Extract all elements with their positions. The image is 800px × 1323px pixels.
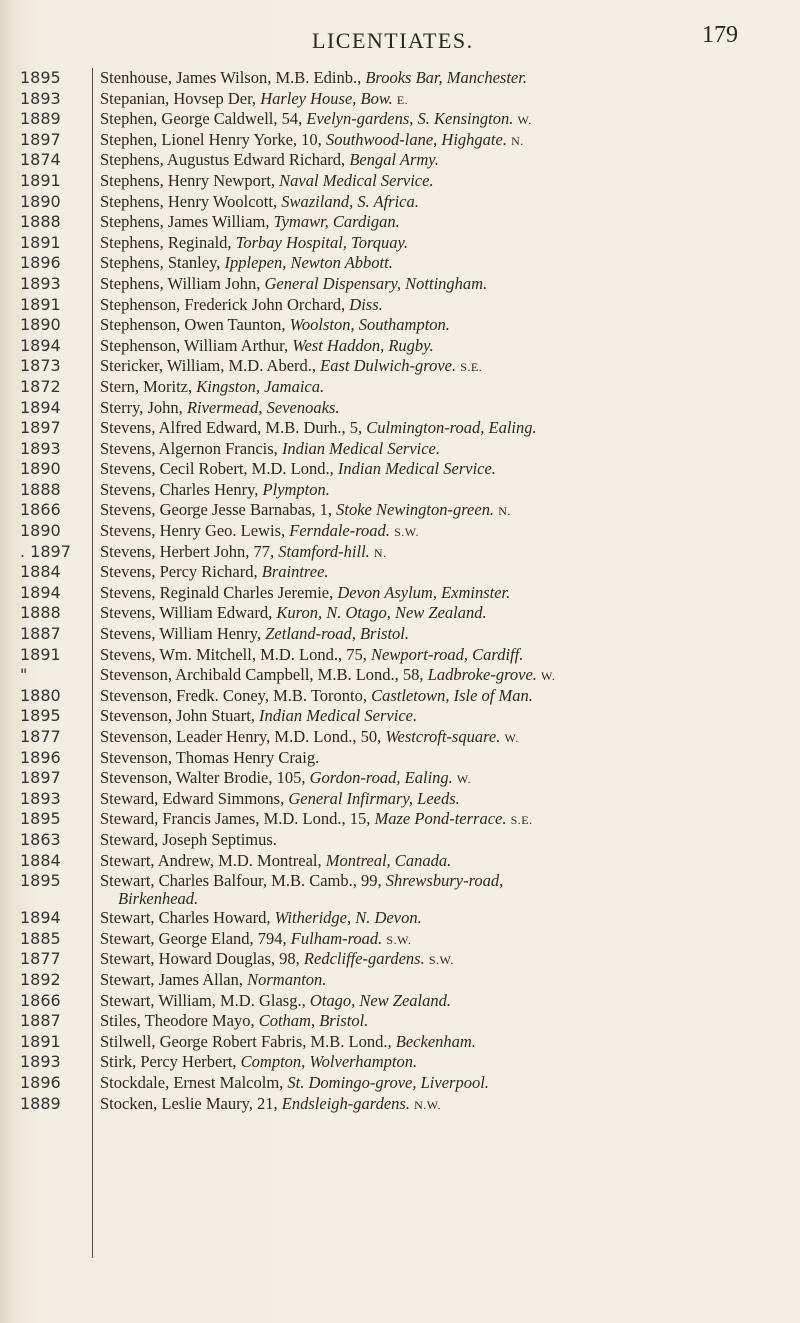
entry-name: Stephenson, Frederick John Orchard, — [100, 294, 350, 314]
entry-year: . 1897 — [20, 541, 71, 561]
list-item — [0, 603, 800, 624]
entry-name: Stern, Moritz, — [100, 376, 197, 396]
entry-address: Ipplepen, Newton Abbott. — [224, 253, 393, 273]
entry-year: 1893 — [20, 1052, 61, 1072]
entry-text — [100, 562, 790, 583]
entry-address: Torbay Hospital, Torquay. — [235, 232, 409, 252]
entry-text — [100, 171, 790, 192]
entry-text — [100, 706, 790, 727]
entry-text — [100, 1073, 790, 1094]
list-item — [0, 1011, 800, 1032]
list-item — [0, 1094, 800, 1115]
entry-address-continuation: Birkenhead. — [118, 889, 199, 909]
list-item — [0, 1052, 800, 1073]
entry-postal-district: S.W. — [428, 953, 454, 968]
entry-year: 1890 — [20, 315, 61, 335]
entry-year: 1895 — [20, 871, 61, 891]
list-item — [0, 459, 800, 480]
entry-text — [100, 830, 790, 851]
entry-address: Kingston, Jamaica. — [196, 376, 325, 396]
entry-address: Southwood-lane, Highgate. — [325, 129, 507, 149]
entry-address: Ladbroke-grove. — [427, 665, 537, 685]
entry-address: General Dispensary, Nottingham. — [264, 273, 488, 293]
entry-name: Stevenson, Fredk. Coney, M.B. Toronto, — [100, 685, 372, 705]
entry-postal-district: N.W. — [414, 1097, 441, 1112]
entry-address: Brooks Bar, Manchester. — [365, 68, 527, 87]
entry-name: Stevens, Algernon Francis, — [100, 438, 282, 458]
entry-postal-district: W. — [456, 772, 472, 787]
entry-address: Maze Pond-terrace. — [374, 809, 507, 829]
entry-name: Stephens, Henry Woolcott, — [100, 191, 282, 211]
entry-year: 1873 — [20, 356, 61, 376]
entry-year: 1896 — [20, 1072, 61, 1092]
entry-year: 1885 — [20, 928, 61, 948]
entry-year: 1894 — [20, 582, 61, 602]
entry-name: Stevenson, Walter Brodie, 105, — [100, 768, 310, 788]
entry-text — [100, 68, 790, 89]
entry-year: 1872 — [20, 376, 61, 396]
list-item — [0, 150, 800, 171]
list-item — [0, 851, 800, 872]
entry-year: 1889 — [20, 109, 61, 129]
list-item — [0, 89, 800, 110]
entry-year: 1890 — [20, 521, 61, 541]
entry-year: 1880 — [20, 685, 61, 705]
entry-text — [100, 192, 790, 213]
entry-name: Stephens, William John, — [100, 273, 265, 293]
list-item — [0, 908, 800, 929]
entry-name: Stocken, Leslie Maury, 21, — [100, 1093, 282, 1113]
entry-text — [100, 1094, 790, 1116]
entry-name: Sterry, John, — [100, 397, 187, 417]
entry-name: Steward, Francis James, M.D. Lond., 15, — [100, 809, 375, 829]
list-item — [0, 949, 800, 970]
entry-name: Stevenson, Thomas Henry Craig. — [100, 747, 320, 767]
entry-year: 1890 — [20, 459, 61, 479]
entry-address: Diss. — [349, 294, 383, 314]
entry-address: Otago, New Zealand. — [309, 990, 452, 1010]
entry-year: 1895 — [20, 809, 61, 829]
entry-name: Stephens, Stanley, — [100, 253, 225, 273]
entry-address: Westcroft-square. — [385, 727, 501, 746]
entry-postal-district: N. — [511, 133, 524, 148]
entry-name: Stiles, Theodore Mayo, — [100, 1011, 259, 1031]
entry-name: Stevenson, John Stuart, — [100, 706, 260, 726]
entry-text — [100, 603, 790, 624]
entry-name: Stevens, Herbert John, 77, — [100, 541, 279, 561]
entry-name: Stilwell, George Robert Fabris, M.B. Lond., — [100, 1031, 396, 1051]
entry-year: 1894 — [20, 397, 61, 417]
entry-text — [100, 336, 790, 357]
list-item — [0, 212, 800, 233]
entry-name: Stewart, James Allan, — [100, 969, 248, 989]
entry-name: Stockdale, Ernest Malcolm, — [100, 1072, 288, 1092]
entry-address: Indian Medical Service. — [259, 706, 418, 726]
entry-name: Stephens, Reginald, — [100, 232, 236, 252]
entry-year: 1874 — [20, 150, 61, 170]
list-item — [0, 418, 800, 439]
entry-year: 1891 — [20, 232, 61, 252]
entry-year: 1888 — [20, 479, 61, 499]
list-item — [0, 768, 800, 789]
entry-name: Stevens, George Jesse Barnabas, 1, — [100, 500, 337, 520]
entry-name: Stephen, George Caldwell, 54, — [100, 109, 307, 129]
entry-address: Indian Medical Service. — [337, 459, 496, 479]
entry-name: Stephens, Augustus Edward Richard, — [100, 150, 350, 170]
list-item — [0, 970, 800, 991]
entry-name: Stewart, George Eland, 794, — [100, 928, 291, 948]
entry-text — [100, 212, 790, 233]
entry-text — [100, 130, 790, 152]
entry-name: Stewart, Andrew, M.D. Montreal, — [100, 850, 326, 870]
entry-address: Indian Medical Service. — [281, 438, 441, 458]
list-item — [0, 233, 800, 254]
entry-text — [100, 624, 790, 645]
entry-year: 1894 — [20, 908, 61, 928]
entry-year: 1891 — [20, 644, 61, 664]
list-item — [0, 645, 800, 666]
entry-postal-district: W. — [504, 731, 519, 745]
list-item — [0, 480, 800, 501]
list-item — [0, 274, 800, 295]
list-item — [0, 1073, 800, 1094]
entry-address: Witheridge, N. Devon. — [274, 908, 422, 928]
entry-text — [100, 418, 790, 439]
list-item — [0, 68, 800, 89]
page-number: 179 — [702, 22, 738, 48]
entry-name: Stepanian, Hovsep Der, — [100, 88, 261, 108]
entry-name: Stewart, Charles Balfour, M.B. Camb., 99, — [100, 871, 386, 891]
entry-address: Castletown, Isle of Man. — [371, 685, 533, 705]
entry-year: 1866 — [20, 500, 61, 520]
entry-address: West Haddon, Rugby. — [292, 335, 434, 355]
entry-name: Stevenson, Leader Henry, M.D. Lond., 50, — [100, 727, 386, 746]
list-item — [0, 686, 800, 707]
entry-text — [100, 274, 790, 295]
entry-text — [100, 809, 790, 831]
entry-address: Swaziland, S. Africa. — [281, 191, 419, 211]
entry-year: 1866 — [20, 990, 61, 1010]
entry-address: Culmington-road, Ealing. — [366, 418, 537, 438]
entry-year: 1891 — [20, 1031, 61, 1051]
entry-year: 1896 — [20, 253, 61, 273]
entry-address: Newport-road, Cardiff. — [371, 644, 524, 664]
entry-text — [100, 970, 790, 991]
entry-name: Stewart, Charles Howard, — [100, 908, 275, 928]
list-item — [0, 398, 800, 419]
entry-name: Stevens, Wm. Mitchell, M.D. Lond., 75, — [100, 644, 372, 664]
entry-name: Stevens, William Edward, — [100, 603, 277, 623]
entry-text — [100, 583, 790, 604]
entry-address: Montreal, Canada. — [325, 850, 452, 870]
entry-text — [100, 1011, 790, 1032]
entry-postal-district: S.W. — [394, 525, 419, 540]
entry-text — [100, 295, 790, 316]
entry-text — [100, 542, 790, 564]
list-item — [0, 1032, 800, 1053]
entry-name: Stevens, Percy Richard, — [100, 562, 262, 582]
entry-postal-district: S.E. — [460, 360, 483, 375]
entry-name: Stephenson, Owen Taunton, — [100, 315, 290, 335]
list-item — [0, 706, 800, 727]
list-item — [0, 521, 800, 542]
entry-address: Fulham-road. — [290, 928, 383, 948]
entry-name: Stephens, Henry Newport, — [100, 170, 280, 190]
entry-address: General Infirmary, Leeds. — [288, 788, 460, 808]
entry-name: Stephen, Lionel Henry Yorke, 10, — [100, 129, 326, 149]
list-item — [0, 830, 800, 851]
entry-text — [100, 459, 790, 480]
entry-text — [100, 645, 790, 666]
entry-text — [100, 500, 790, 522]
entry-year: 1887 — [20, 1011, 61, 1031]
list-item — [0, 130, 800, 151]
entry-address: Evelyn-gardens, S. Kensington. — [306, 109, 514, 129]
entry-year: 1893 — [20, 88, 61, 108]
entry-text — [100, 768, 790, 790]
entry-text — [100, 89, 790, 111]
entry-name: Stenhouse, James Wilson, M.B. Edinb., — [100, 68, 366, 87]
entry-address: East Dulwich-grove. — [320, 356, 457, 376]
entry-text — [100, 439, 790, 460]
entry-address: Gordon-road, Ealing. — [309, 768, 453, 788]
entry-text — [100, 1032, 790, 1053]
entry-address: Cotham, Bristol. — [258, 1011, 369, 1031]
entry-year: 1892 — [20, 969, 61, 989]
list-item — [0, 665, 800, 686]
entry-address: Ferndale-road. — [289, 521, 390, 541]
entry-year: 1884 — [20, 850, 61, 870]
entry-address: Kuron, N. Otago, New Zealand. — [276, 603, 487, 623]
list-item — [0, 500, 800, 521]
entry-postal-district: S.E. — [510, 813, 533, 828]
entry-year: 1893 — [20, 788, 61, 808]
entry-name: Stevens, Henry Geo. Lewis, — [100, 521, 290, 541]
entry-name: Steward, Edward Simmons, — [100, 788, 289, 808]
entry-address: Normanton. — [247, 969, 327, 989]
entry-year: 1894 — [20, 335, 61, 355]
entry-address: Devon Asylum, Exminster. — [337, 582, 511, 602]
entry-year: 1893 — [20, 273, 61, 293]
entry-address: Braintree. — [261, 562, 329, 582]
entry-address: Zetland-road, Bristol. — [265, 624, 410, 644]
list-item — [0, 356, 800, 377]
entry-text — [100, 377, 790, 398]
entry-year: 1888 — [20, 603, 61, 623]
page-title: LICENTIATES. — [312, 28, 474, 53]
entry-name: Stevens, Reginald Charles Jeremie, — [100, 582, 338, 602]
entry-year: 1897 — [20, 418, 61, 438]
entry-text — [100, 109, 790, 131]
entry-text — [100, 851, 790, 872]
list-item — [0, 439, 800, 460]
entry-name: Stericker, William, M.D. Aberd., — [100, 356, 321, 376]
entry-year: 1891 — [20, 294, 61, 314]
entry-postal-district: N. — [498, 504, 511, 519]
entry-text — [100, 315, 790, 336]
entry-text — [100, 233, 790, 254]
entry-postal-district: W. — [517, 113, 532, 128]
entry-year: 1893 — [20, 438, 61, 458]
entry-address: Harley House, Bow. — [260, 88, 393, 108]
entry-text — [100, 727, 790, 749]
list-item — [0, 748, 800, 769]
entry-text — [100, 748, 790, 769]
entry-year: 1896 — [20, 747, 61, 767]
entry-address: St. Domingo-grove, Liverpool. — [287, 1072, 489, 1092]
entry-text — [100, 480, 790, 501]
entry-text — [100, 150, 790, 171]
entry-address: Plympton. — [262, 479, 330, 499]
entry-year: 1887 — [20, 624, 61, 644]
entry-year: 1895 — [20, 68, 61, 87]
entry-address: Rivermead, Sevenoaks. — [186, 397, 340, 417]
entry-year: 1890 — [20, 191, 61, 211]
entry-year: 1897 — [20, 129, 61, 149]
entry-name: Stewart, William, M.D. Glasg., — [100, 990, 310, 1010]
entry-name: Stewart, Howard Douglas, 98, — [100, 949, 304, 969]
entries-list — [0, 68, 800, 1114]
page-header — [0, 22, 800, 62]
entry-name: Stevens, Alfred Edward, M.B. Durh., 5, — [100, 418, 367, 438]
entry-year: 1891 — [20, 170, 61, 190]
entry-text — [100, 871, 790, 892]
list-item — [0, 991, 800, 1012]
list-item — [0, 377, 800, 398]
list-item — [0, 253, 800, 274]
entry-text — [100, 949, 790, 971]
list-item — [0, 109, 800, 130]
entry-name: Stephens, James William, — [100, 212, 274, 232]
list-item — [0, 727, 800, 748]
entry-text — [100, 991, 790, 1012]
entry-text — [100, 929, 790, 951]
entry-postal-district: S.W. — [386, 932, 412, 947]
entry-text — [100, 521, 790, 543]
entry-address: Stoke Newington-green. — [336, 500, 495, 520]
entry-address: Redcliffe-gardens. — [303, 949, 425, 969]
entry-name: Stevens, William Henry, — [100, 624, 266, 644]
entry-name: Stephenson, William Arthur, — [100, 335, 293, 355]
entry-year: 1895 — [20, 706, 61, 726]
list-item — [0, 871, 800, 908]
entry-text — [100, 398, 790, 419]
entry-year: 1877 — [20, 727, 61, 746]
entry-postal-district: E. — [396, 92, 409, 107]
list-item — [0, 295, 800, 316]
entry-year: " — [20, 665, 28, 685]
entry-name: Stevens, Charles Henry, — [100, 479, 263, 499]
entry-name: Stevenson, Archibald Campbell, M.B. Lond., 58, — [100, 665, 428, 685]
entry-address: Endsleigh-gardens. — [281, 1093, 410, 1113]
entry-address: Beckenham. — [395, 1031, 476, 1051]
entry-year: 1877 — [20, 949, 61, 969]
entry-name: Steward, Joseph Septimus. — [100, 829, 277, 849]
list-item — [0, 562, 800, 583]
list-item — [0, 929, 800, 950]
entry-text — [100, 908, 790, 929]
entry-text — [100, 665, 790, 687]
list-item — [0, 809, 800, 830]
list-item — [0, 789, 800, 810]
list-item — [0, 336, 800, 357]
entry-text — [100, 253, 790, 274]
entry-address: Shrewsbury-road, — [385, 871, 504, 891]
entry-address: Bengal Army. — [349, 150, 439, 170]
list-item — [0, 315, 800, 336]
entry-postal-district: N. — [373, 545, 387, 560]
entry-address: Tymawr, Cardigan. — [273, 212, 400, 232]
entry-text — [100, 356, 790, 378]
entry-year: 1888 — [20, 212, 61, 232]
entry-address: Compton, Wolverhampton. — [240, 1052, 418, 1072]
list-item — [0, 542, 800, 563]
entry-year: 1897 — [20, 768, 61, 788]
entry-name: Stirk, Percy Herbert, — [100, 1052, 241, 1072]
entry-year: 1889 — [20, 1093, 61, 1113]
entry-name: Stevens, Cecil Robert, M.D. Lond., — [100, 459, 338, 479]
entry-year: 1884 — [20, 562, 61, 582]
entry-text — [100, 789, 790, 810]
list-item — [0, 171, 800, 192]
list-item — [0, 583, 800, 604]
entry-address: Naval Medical Service. — [279, 170, 434, 190]
entry-address: Stamford-hill. — [278, 541, 370, 561]
entry-text — [100, 1052, 790, 1073]
entry-postal-district: W. — [541, 669, 556, 684]
entry-address: Woolston, Southampton. — [289, 315, 450, 335]
list-item — [0, 624, 800, 645]
entry-year: 1863 — [20, 829, 61, 849]
entry-text — [100, 686, 790, 707]
list-item — [0, 192, 800, 213]
